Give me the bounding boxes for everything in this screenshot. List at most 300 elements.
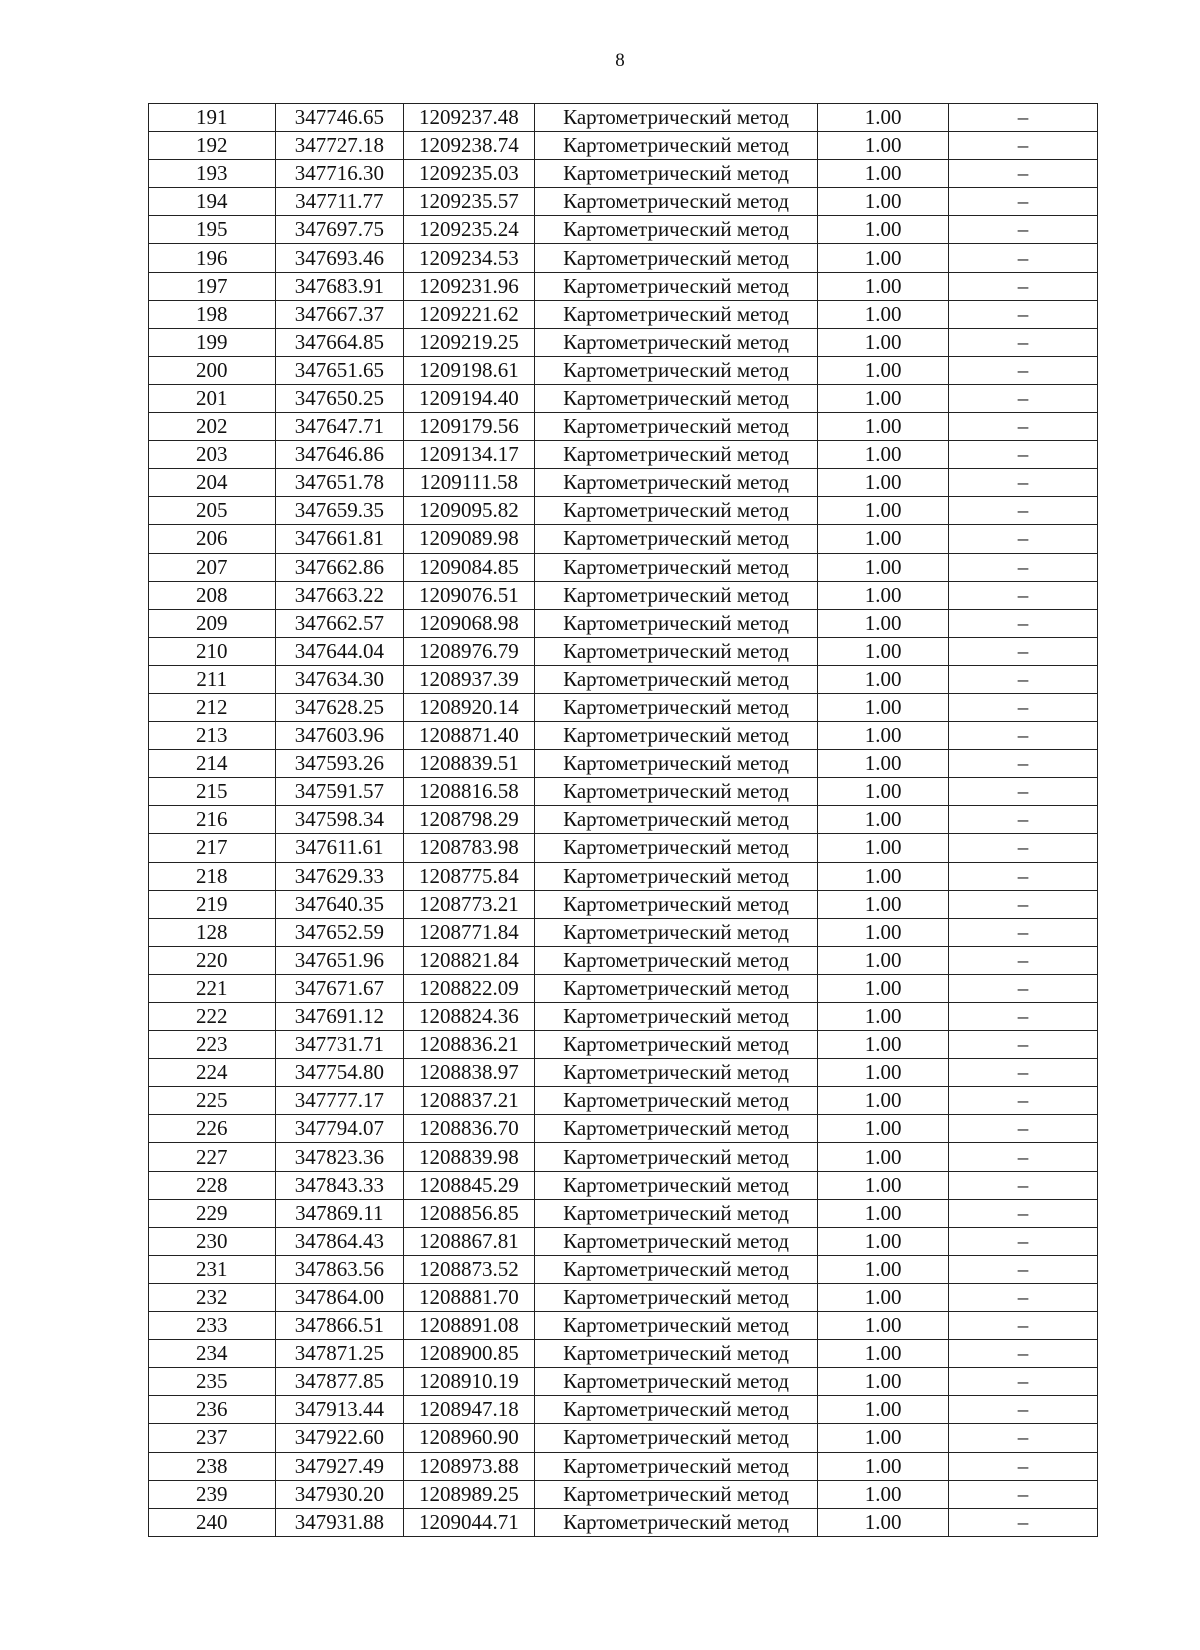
x-coordinate-cell: 347869.11 bbox=[275, 1199, 404, 1227]
y-coordinate-cell: 1209111.58 bbox=[404, 469, 535, 497]
method-cell: Картометрический метод bbox=[534, 1003, 818, 1031]
table-row bbox=[149, 862, 1098, 890]
x-coordinate-cell: 347640.35 bbox=[275, 890, 404, 918]
point-number-cell: 217 bbox=[149, 834, 276, 862]
description-cell: – bbox=[948, 469, 1097, 497]
accuracy-cell: 1.00 bbox=[818, 1003, 949, 1031]
y-coordinate-cell: 1209179.56 bbox=[404, 413, 535, 441]
x-coordinate-cell: 347662.57 bbox=[275, 609, 404, 637]
point-number-cell: 228 bbox=[149, 1171, 276, 1199]
point-number-cell: 230 bbox=[149, 1227, 276, 1255]
x-coordinate-cell: 347611.61 bbox=[275, 834, 404, 862]
y-coordinate-cell: 1209198.61 bbox=[404, 356, 535, 384]
accuracy-cell: 1.00 bbox=[818, 1452, 949, 1480]
y-coordinate-cell: 1208960.90 bbox=[404, 1424, 535, 1452]
y-coordinate-cell: 1208839.98 bbox=[404, 1143, 535, 1171]
description-cell: – bbox=[948, 637, 1097, 665]
accuracy-cell: 1.00 bbox=[818, 637, 949, 665]
table-row bbox=[149, 665, 1098, 693]
method-cell: Картометрический метод bbox=[534, 132, 818, 160]
method-cell: Картометрический метод bbox=[534, 1255, 818, 1283]
accuracy-cell: 1.00 bbox=[818, 328, 949, 356]
table-row bbox=[149, 1396, 1098, 1424]
accuracy-cell: 1.00 bbox=[818, 806, 949, 834]
x-coordinate-cell: 347930.20 bbox=[275, 1480, 404, 1508]
table-row bbox=[149, 216, 1098, 244]
point-number-cell: 219 bbox=[149, 890, 276, 918]
method-cell: Картометрический метод bbox=[534, 300, 818, 328]
method-cell: Картометрический метод bbox=[534, 1087, 818, 1115]
y-coordinate-cell: 1209084.85 bbox=[404, 553, 535, 581]
point-number-cell: 191 bbox=[149, 104, 276, 132]
accuracy-cell: 1.00 bbox=[818, 1227, 949, 1255]
description-cell: – bbox=[948, 1424, 1097, 1452]
accuracy-cell: 1.00 bbox=[818, 160, 949, 188]
coordinates-table-body bbox=[149, 104, 1098, 1537]
table-row bbox=[149, 1452, 1098, 1480]
accuracy-cell: 1.00 bbox=[818, 862, 949, 890]
description-cell: – bbox=[948, 160, 1097, 188]
method-cell: Картометрический метод bbox=[534, 722, 818, 750]
accuracy-cell: 1.00 bbox=[818, 1031, 949, 1059]
x-coordinate-cell: 347644.04 bbox=[275, 637, 404, 665]
accuracy-cell: 1.00 bbox=[818, 834, 949, 862]
accuracy-cell: 1.00 bbox=[818, 469, 949, 497]
description-cell: – bbox=[948, 1087, 1097, 1115]
table-row bbox=[149, 806, 1098, 834]
point-number-cell: 221 bbox=[149, 974, 276, 1002]
table-row bbox=[149, 946, 1098, 974]
point-number-cell: 207 bbox=[149, 553, 276, 581]
y-coordinate-cell: 1208871.40 bbox=[404, 722, 535, 750]
point-number-cell: 218 bbox=[149, 862, 276, 890]
x-coordinate-cell: 347843.33 bbox=[275, 1171, 404, 1199]
description-cell: – bbox=[948, 272, 1097, 300]
table-row bbox=[149, 328, 1098, 356]
accuracy-cell: 1.00 bbox=[818, 1199, 949, 1227]
table-row bbox=[149, 750, 1098, 778]
point-number-cell: 231 bbox=[149, 1255, 276, 1283]
method-cell: Картометрический метод bbox=[534, 104, 818, 132]
table-row bbox=[149, 1031, 1098, 1059]
y-coordinate-cell: 1209068.98 bbox=[404, 609, 535, 637]
accuracy-cell: 1.00 bbox=[818, 722, 949, 750]
point-number-cell: 209 bbox=[149, 609, 276, 637]
y-coordinate-cell: 1208773.21 bbox=[404, 890, 535, 918]
accuracy-cell: 1.00 bbox=[818, 525, 949, 553]
y-coordinate-cell: 1209235.03 bbox=[404, 160, 535, 188]
method-cell: Картометрический метод bbox=[534, 581, 818, 609]
description-cell: – bbox=[948, 665, 1097, 693]
description-cell: – bbox=[948, 216, 1097, 244]
table-row bbox=[149, 132, 1098, 160]
x-coordinate-cell: 347652.59 bbox=[275, 918, 404, 946]
accuracy-cell: 1.00 bbox=[818, 216, 949, 244]
point-number-cell: 208 bbox=[149, 581, 276, 609]
description-cell: – bbox=[948, 778, 1097, 806]
point-number-cell: 200 bbox=[149, 356, 276, 384]
x-coordinate-cell: 347864.00 bbox=[275, 1283, 404, 1311]
page-number: 8 bbox=[615, 50, 625, 71]
description-cell: – bbox=[948, 356, 1097, 384]
x-coordinate-cell: 347662.86 bbox=[275, 553, 404, 581]
accuracy-cell: 1.00 bbox=[818, 693, 949, 721]
accuracy-cell: 1.00 bbox=[818, 750, 949, 778]
x-coordinate-cell: 347794.07 bbox=[275, 1115, 404, 1143]
y-coordinate-cell: 1208775.84 bbox=[404, 862, 535, 890]
description-cell: – bbox=[948, 1059, 1097, 1087]
table-row bbox=[149, 1368, 1098, 1396]
accuracy-cell: 1.00 bbox=[818, 609, 949, 637]
point-number-cell: 233 bbox=[149, 1312, 276, 1340]
method-cell: Картометрический метод bbox=[534, 862, 818, 890]
table-row bbox=[149, 1003, 1098, 1031]
description-cell: – bbox=[948, 750, 1097, 778]
x-coordinate-cell: 347593.26 bbox=[275, 750, 404, 778]
y-coordinate-cell: 1208881.70 bbox=[404, 1283, 535, 1311]
point-number-cell: 223 bbox=[149, 1031, 276, 1059]
description-cell: – bbox=[948, 1255, 1097, 1283]
method-cell: Картометрический метод bbox=[534, 1227, 818, 1255]
point-number-cell: 235 bbox=[149, 1368, 276, 1396]
point-number-cell: 220 bbox=[149, 946, 276, 974]
point-number-cell: 214 bbox=[149, 750, 276, 778]
method-cell: Картометрический метод bbox=[534, 1424, 818, 1452]
table-row bbox=[149, 1283, 1098, 1311]
y-coordinate-cell: 1208937.39 bbox=[404, 665, 535, 693]
table-row bbox=[149, 1255, 1098, 1283]
method-cell: Картометрический метод bbox=[534, 1480, 818, 1508]
table-row bbox=[149, 356, 1098, 384]
x-coordinate-cell: 347931.88 bbox=[275, 1508, 404, 1536]
method-cell: Картометрический метод bbox=[534, 384, 818, 412]
accuracy-cell: 1.00 bbox=[818, 1087, 949, 1115]
x-coordinate-cell: 347727.18 bbox=[275, 132, 404, 160]
method-cell: Картометрический метод bbox=[534, 693, 818, 721]
x-coordinate-cell: 347913.44 bbox=[275, 1396, 404, 1424]
point-number-cell: 203 bbox=[149, 441, 276, 469]
accuracy-cell: 1.00 bbox=[818, 553, 949, 581]
accuracy-cell: 1.00 bbox=[818, 1312, 949, 1340]
accuracy-cell: 1.00 bbox=[818, 300, 949, 328]
point-number-cell: 213 bbox=[149, 722, 276, 750]
accuracy-cell: 1.00 bbox=[818, 1143, 949, 1171]
method-cell: Картометрический метод bbox=[534, 272, 818, 300]
point-number-cell: 199 bbox=[149, 328, 276, 356]
description-cell: – bbox=[948, 1480, 1097, 1508]
x-coordinate-cell: 347693.46 bbox=[275, 244, 404, 272]
point-number-cell: 212 bbox=[149, 693, 276, 721]
y-coordinate-cell: 1209194.40 bbox=[404, 384, 535, 412]
x-coordinate-cell: 347628.25 bbox=[275, 693, 404, 721]
method-cell: Картометрический метод bbox=[534, 413, 818, 441]
y-coordinate-cell: 1209237.48 bbox=[404, 104, 535, 132]
method-cell: Картометрический метод bbox=[534, 188, 818, 216]
y-coordinate-cell: 1209095.82 bbox=[404, 497, 535, 525]
point-number-cell: 128 bbox=[149, 918, 276, 946]
coordinates-table bbox=[148, 103, 1098, 1537]
table-row bbox=[149, 778, 1098, 806]
method-cell: Картометрический метод bbox=[534, 1143, 818, 1171]
x-coordinate-cell: 347651.96 bbox=[275, 946, 404, 974]
accuracy-cell: 1.00 bbox=[818, 356, 949, 384]
method-cell: Картометрический метод bbox=[534, 356, 818, 384]
x-coordinate-cell: 347823.36 bbox=[275, 1143, 404, 1171]
accuracy-cell: 1.00 bbox=[818, 413, 949, 441]
table-row bbox=[149, 722, 1098, 750]
description-cell: – bbox=[948, 609, 1097, 637]
x-coordinate-cell: 347667.37 bbox=[275, 300, 404, 328]
method-cell: Картометрический метод bbox=[534, 216, 818, 244]
accuracy-cell: 1.00 bbox=[818, 1171, 949, 1199]
accuracy-cell: 1.00 bbox=[818, 384, 949, 412]
y-coordinate-cell: 1208873.52 bbox=[404, 1255, 535, 1283]
x-coordinate-cell: 347647.71 bbox=[275, 413, 404, 441]
y-coordinate-cell: 1208973.88 bbox=[404, 1452, 535, 1480]
description-cell: – bbox=[948, 441, 1097, 469]
y-coordinate-cell: 1209231.96 bbox=[404, 272, 535, 300]
table-row bbox=[149, 1480, 1098, 1508]
method-cell: Картометрический метод bbox=[534, 665, 818, 693]
table-row bbox=[149, 104, 1098, 132]
y-coordinate-cell: 1209235.57 bbox=[404, 188, 535, 216]
method-cell: Картометрический метод bbox=[534, 806, 818, 834]
description-cell: – bbox=[948, 1452, 1097, 1480]
description-cell: – bbox=[948, 1312, 1097, 1340]
table-row bbox=[149, 188, 1098, 216]
description-cell: – bbox=[948, 693, 1097, 721]
point-number-cell: 202 bbox=[149, 413, 276, 441]
table-row bbox=[149, 1227, 1098, 1255]
table-row bbox=[149, 1508, 1098, 1536]
method-cell: Картометрический метод bbox=[534, 1312, 818, 1340]
y-coordinate-cell: 1208838.97 bbox=[404, 1059, 535, 1087]
y-coordinate-cell: 1209134.17 bbox=[404, 441, 535, 469]
y-coordinate-cell: 1208816.58 bbox=[404, 778, 535, 806]
table-row bbox=[149, 1340, 1098, 1368]
x-coordinate-cell: 347864.43 bbox=[275, 1227, 404, 1255]
method-cell: Картометрический метод bbox=[534, 553, 818, 581]
point-number-cell: 196 bbox=[149, 244, 276, 272]
accuracy-cell: 1.00 bbox=[818, 918, 949, 946]
point-number-cell: 205 bbox=[149, 497, 276, 525]
method-cell: Картометрический метод bbox=[534, 890, 818, 918]
table-row bbox=[149, 553, 1098, 581]
point-number-cell: 237 bbox=[149, 1424, 276, 1452]
description-cell: – bbox=[948, 1171, 1097, 1199]
description-cell: – bbox=[948, 946, 1097, 974]
x-coordinate-cell: 347646.86 bbox=[275, 441, 404, 469]
point-number-cell: 201 bbox=[149, 384, 276, 412]
x-coordinate-cell: 347663.22 bbox=[275, 581, 404, 609]
table-row bbox=[149, 1171, 1098, 1199]
x-coordinate-cell: 347651.65 bbox=[275, 356, 404, 384]
table-row bbox=[149, 160, 1098, 188]
x-coordinate-cell: 347866.51 bbox=[275, 1312, 404, 1340]
y-coordinate-cell: 1209238.74 bbox=[404, 132, 535, 160]
point-number-cell: 197 bbox=[149, 272, 276, 300]
x-coordinate-cell: 347650.25 bbox=[275, 384, 404, 412]
point-number-cell: 211 bbox=[149, 665, 276, 693]
accuracy-cell: 1.00 bbox=[818, 1283, 949, 1311]
description-cell: – bbox=[948, 244, 1097, 272]
table-row bbox=[149, 974, 1098, 1002]
description-cell: – bbox=[948, 1199, 1097, 1227]
table-row bbox=[149, 525, 1098, 553]
method-cell: Картометрический метод bbox=[534, 160, 818, 188]
table-row bbox=[149, 497, 1098, 525]
table-row bbox=[149, 413, 1098, 441]
accuracy-cell: 1.00 bbox=[818, 1424, 949, 1452]
method-cell: Картометрический метод bbox=[534, 946, 818, 974]
y-coordinate-cell: 1209235.24 bbox=[404, 216, 535, 244]
table-row bbox=[149, 890, 1098, 918]
method-cell: Картометрический метод bbox=[534, 1396, 818, 1424]
y-coordinate-cell: 1209219.25 bbox=[404, 328, 535, 356]
table-row bbox=[149, 581, 1098, 609]
y-coordinate-cell: 1209076.51 bbox=[404, 581, 535, 609]
table-row bbox=[149, 609, 1098, 637]
point-number-cell: 239 bbox=[149, 1480, 276, 1508]
method-cell: Картометрический метод bbox=[534, 497, 818, 525]
description-cell: – bbox=[948, 553, 1097, 581]
method-cell: Картометрический метод bbox=[534, 750, 818, 778]
point-number-cell: 215 bbox=[149, 778, 276, 806]
point-number-cell: 195 bbox=[149, 216, 276, 244]
method-cell: Картометрический метод bbox=[534, 1508, 818, 1536]
description-cell: – bbox=[948, 806, 1097, 834]
y-coordinate-cell: 1208947.18 bbox=[404, 1396, 535, 1424]
accuracy-cell: 1.00 bbox=[818, 188, 949, 216]
method-cell: Картометрический метод bbox=[534, 1171, 818, 1199]
table-row bbox=[149, 637, 1098, 665]
accuracy-cell: 1.00 bbox=[818, 1340, 949, 1368]
table-row bbox=[149, 1312, 1098, 1340]
x-coordinate-cell: 347711.77 bbox=[275, 188, 404, 216]
point-number-cell: 236 bbox=[149, 1396, 276, 1424]
y-coordinate-cell: 1208822.09 bbox=[404, 974, 535, 1002]
x-coordinate-cell: 347927.49 bbox=[275, 1452, 404, 1480]
x-coordinate-cell: 347871.25 bbox=[275, 1340, 404, 1368]
table-row bbox=[149, 693, 1098, 721]
x-coordinate-cell: 347754.80 bbox=[275, 1059, 404, 1087]
y-coordinate-cell: 1208989.25 bbox=[404, 1480, 535, 1508]
x-coordinate-cell: 347603.96 bbox=[275, 722, 404, 750]
accuracy-cell: 1.00 bbox=[818, 132, 949, 160]
method-cell: Картометрический метод bbox=[534, 974, 818, 1002]
x-coordinate-cell: 347683.91 bbox=[275, 272, 404, 300]
x-coordinate-cell: 347634.30 bbox=[275, 665, 404, 693]
y-coordinate-cell: 1208836.21 bbox=[404, 1031, 535, 1059]
description-cell: – bbox=[948, 1115, 1097, 1143]
description-cell: – bbox=[948, 1283, 1097, 1311]
y-coordinate-cell: 1208771.84 bbox=[404, 918, 535, 946]
accuracy-cell: 1.00 bbox=[818, 1368, 949, 1396]
method-cell: Картометрический метод bbox=[534, 1199, 818, 1227]
description-cell: – bbox=[948, 862, 1097, 890]
y-coordinate-cell: 1208976.79 bbox=[404, 637, 535, 665]
point-number-cell: 210 bbox=[149, 637, 276, 665]
table-row bbox=[149, 441, 1098, 469]
accuracy-cell: 1.00 bbox=[818, 581, 949, 609]
y-coordinate-cell: 1208920.14 bbox=[404, 693, 535, 721]
x-coordinate-cell: 347863.56 bbox=[275, 1255, 404, 1283]
description-cell: – bbox=[948, 413, 1097, 441]
y-coordinate-cell: 1208845.29 bbox=[404, 1171, 535, 1199]
x-coordinate-cell: 347629.33 bbox=[275, 862, 404, 890]
method-cell: Картометрический метод bbox=[534, 834, 818, 862]
point-number-cell: 225 bbox=[149, 1087, 276, 1115]
method-cell: Картометрический метод bbox=[534, 1059, 818, 1087]
accuracy-cell: 1.00 bbox=[818, 778, 949, 806]
description-cell: – bbox=[948, 132, 1097, 160]
method-cell: Картометрический метод bbox=[534, 1452, 818, 1480]
point-number-cell: 194 bbox=[149, 188, 276, 216]
method-cell: Картометрический метод bbox=[534, 441, 818, 469]
description-cell: – bbox=[948, 1031, 1097, 1059]
x-coordinate-cell: 347598.34 bbox=[275, 806, 404, 834]
point-number-cell: 227 bbox=[149, 1143, 276, 1171]
x-coordinate-cell: 347664.85 bbox=[275, 328, 404, 356]
table-row bbox=[149, 834, 1098, 862]
method-cell: Картометрический метод bbox=[534, 469, 818, 497]
description-cell: – bbox=[948, 1143, 1097, 1171]
description-cell: – bbox=[948, 384, 1097, 412]
method-cell: Картометрический метод bbox=[534, 328, 818, 356]
y-coordinate-cell: 1208798.29 bbox=[404, 806, 535, 834]
y-coordinate-cell: 1208783.98 bbox=[404, 834, 535, 862]
description-cell: – bbox=[948, 188, 1097, 216]
method-cell: Картометрический метод bbox=[534, 609, 818, 637]
table-row bbox=[149, 469, 1098, 497]
table-row bbox=[149, 1059, 1098, 1087]
point-number-cell: 206 bbox=[149, 525, 276, 553]
y-coordinate-cell: 1208824.36 bbox=[404, 1003, 535, 1031]
point-number-cell: 222 bbox=[149, 1003, 276, 1031]
accuracy-cell: 1.00 bbox=[818, 104, 949, 132]
method-cell: Картометрический метод bbox=[534, 1283, 818, 1311]
point-number-cell: 240 bbox=[149, 1508, 276, 1536]
method-cell: Картометрический метод bbox=[534, 778, 818, 806]
description-cell: – bbox=[948, 581, 1097, 609]
x-coordinate-cell: 347591.57 bbox=[275, 778, 404, 806]
table-row bbox=[149, 384, 1098, 412]
description-cell: – bbox=[948, 1368, 1097, 1396]
point-number-cell: 232 bbox=[149, 1283, 276, 1311]
x-coordinate-cell: 347922.60 bbox=[275, 1424, 404, 1452]
y-coordinate-cell: 1209221.62 bbox=[404, 300, 535, 328]
accuracy-cell: 1.00 bbox=[818, 272, 949, 300]
accuracy-cell: 1.00 bbox=[818, 497, 949, 525]
point-number-cell: 193 bbox=[149, 160, 276, 188]
y-coordinate-cell: 1208910.19 bbox=[404, 1368, 535, 1396]
y-coordinate-cell: 1209044.71 bbox=[404, 1508, 535, 1536]
accuracy-cell: 1.00 bbox=[818, 665, 949, 693]
x-coordinate-cell: 347651.78 bbox=[275, 469, 404, 497]
accuracy-cell: 1.00 bbox=[818, 946, 949, 974]
accuracy-cell: 1.00 bbox=[818, 1255, 949, 1283]
method-cell: Картометрический метод bbox=[534, 244, 818, 272]
description-cell: – bbox=[948, 1508, 1097, 1536]
point-number-cell: 234 bbox=[149, 1340, 276, 1368]
accuracy-cell: 1.00 bbox=[818, 974, 949, 1002]
x-coordinate-cell: 347659.35 bbox=[275, 497, 404, 525]
point-number-cell: 226 bbox=[149, 1115, 276, 1143]
x-coordinate-cell: 347777.17 bbox=[275, 1087, 404, 1115]
y-coordinate-cell: 1208900.85 bbox=[404, 1340, 535, 1368]
table-row bbox=[149, 1424, 1098, 1452]
table-row bbox=[149, 272, 1098, 300]
